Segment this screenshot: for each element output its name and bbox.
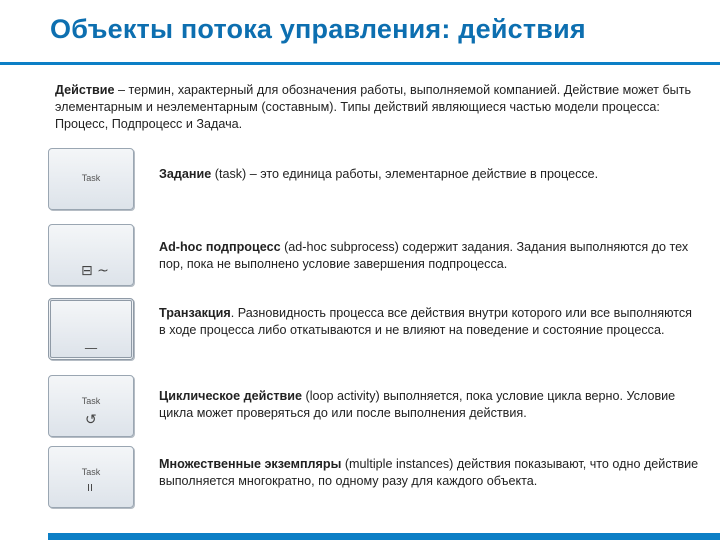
item-text: (task) – это единица работы, элементарное действие в процессе. bbox=[211, 167, 599, 181]
item-description bbox=[159, 239, 699, 273]
transaction-icon bbox=[48, 298, 134, 360]
task-icon bbox=[48, 148, 134, 210]
slide-title: Объекты потока управления: действия bbox=[50, 14, 586, 44]
loop-icon-label: Task bbox=[81, 396, 101, 406]
slide-header bbox=[0, 0, 720, 65]
item-term: Множественные экземпляры bbox=[159, 457, 342, 471]
adhoc-marker-icon: ⊟ ~ bbox=[81, 263, 109, 279]
multiple-instances-icon bbox=[48, 446, 134, 508]
intro-text: – термин, характерный для обозначения работы, выполняемой компанией. Действие может быть элементарным и неэлементарным (составным). Типы действий являющиеся частью модели процесса: Процесс, Подпроцесс и Задача. bbox=[55, 83, 692, 131]
item-term: Транзакция bbox=[159, 306, 231, 320]
item-term: Ad-hoc подпроцесс bbox=[159, 240, 281, 254]
item-text: (ad-hoc subprocess) содержит задания. Задания выполняются до тех пор, пока не выполнено условие завершения подпроцесса. bbox=[159, 240, 689, 271]
item-description bbox=[159, 305, 699, 339]
loop-activity-icon bbox=[48, 375, 134, 437]
multi-icon-label: Task bbox=[81, 467, 101, 477]
multi-marker-icon: II bbox=[87, 483, 93, 494]
item-text: (loop activity) выполняется, пока условие цикла верно. Условие цикла может проверяться до или после выполнения действия. bbox=[159, 389, 676, 420]
loop-marker-icon: ↺ bbox=[85, 412, 97, 428]
adhoc-subprocess-icon bbox=[48, 224, 134, 286]
item-description bbox=[159, 388, 699, 422]
item-text: (multiple instances) действия показывают, что одно действие выполняется многократно, по одному разу для каждого объекта. bbox=[159, 457, 699, 488]
task-icon-label: Task bbox=[81, 173, 101, 183]
item-description bbox=[159, 166, 699, 183]
intro-term: Действие bbox=[55, 83, 115, 97]
intro-paragraph bbox=[55, 82, 695, 133]
item-text: . Разновидность процесса все действия внутри которого или все выполняются в ходе процесса либо откатываются и не влияют на поведение и состояние процесса. bbox=[159, 306, 693, 337]
item-term: Задание bbox=[159, 167, 212, 181]
footer-bar bbox=[48, 533, 720, 540]
item-term: Циклическое действие bbox=[159, 389, 303, 403]
item-description bbox=[159, 456, 699, 490]
transaction-marker-icon: __ bbox=[85, 335, 97, 349]
